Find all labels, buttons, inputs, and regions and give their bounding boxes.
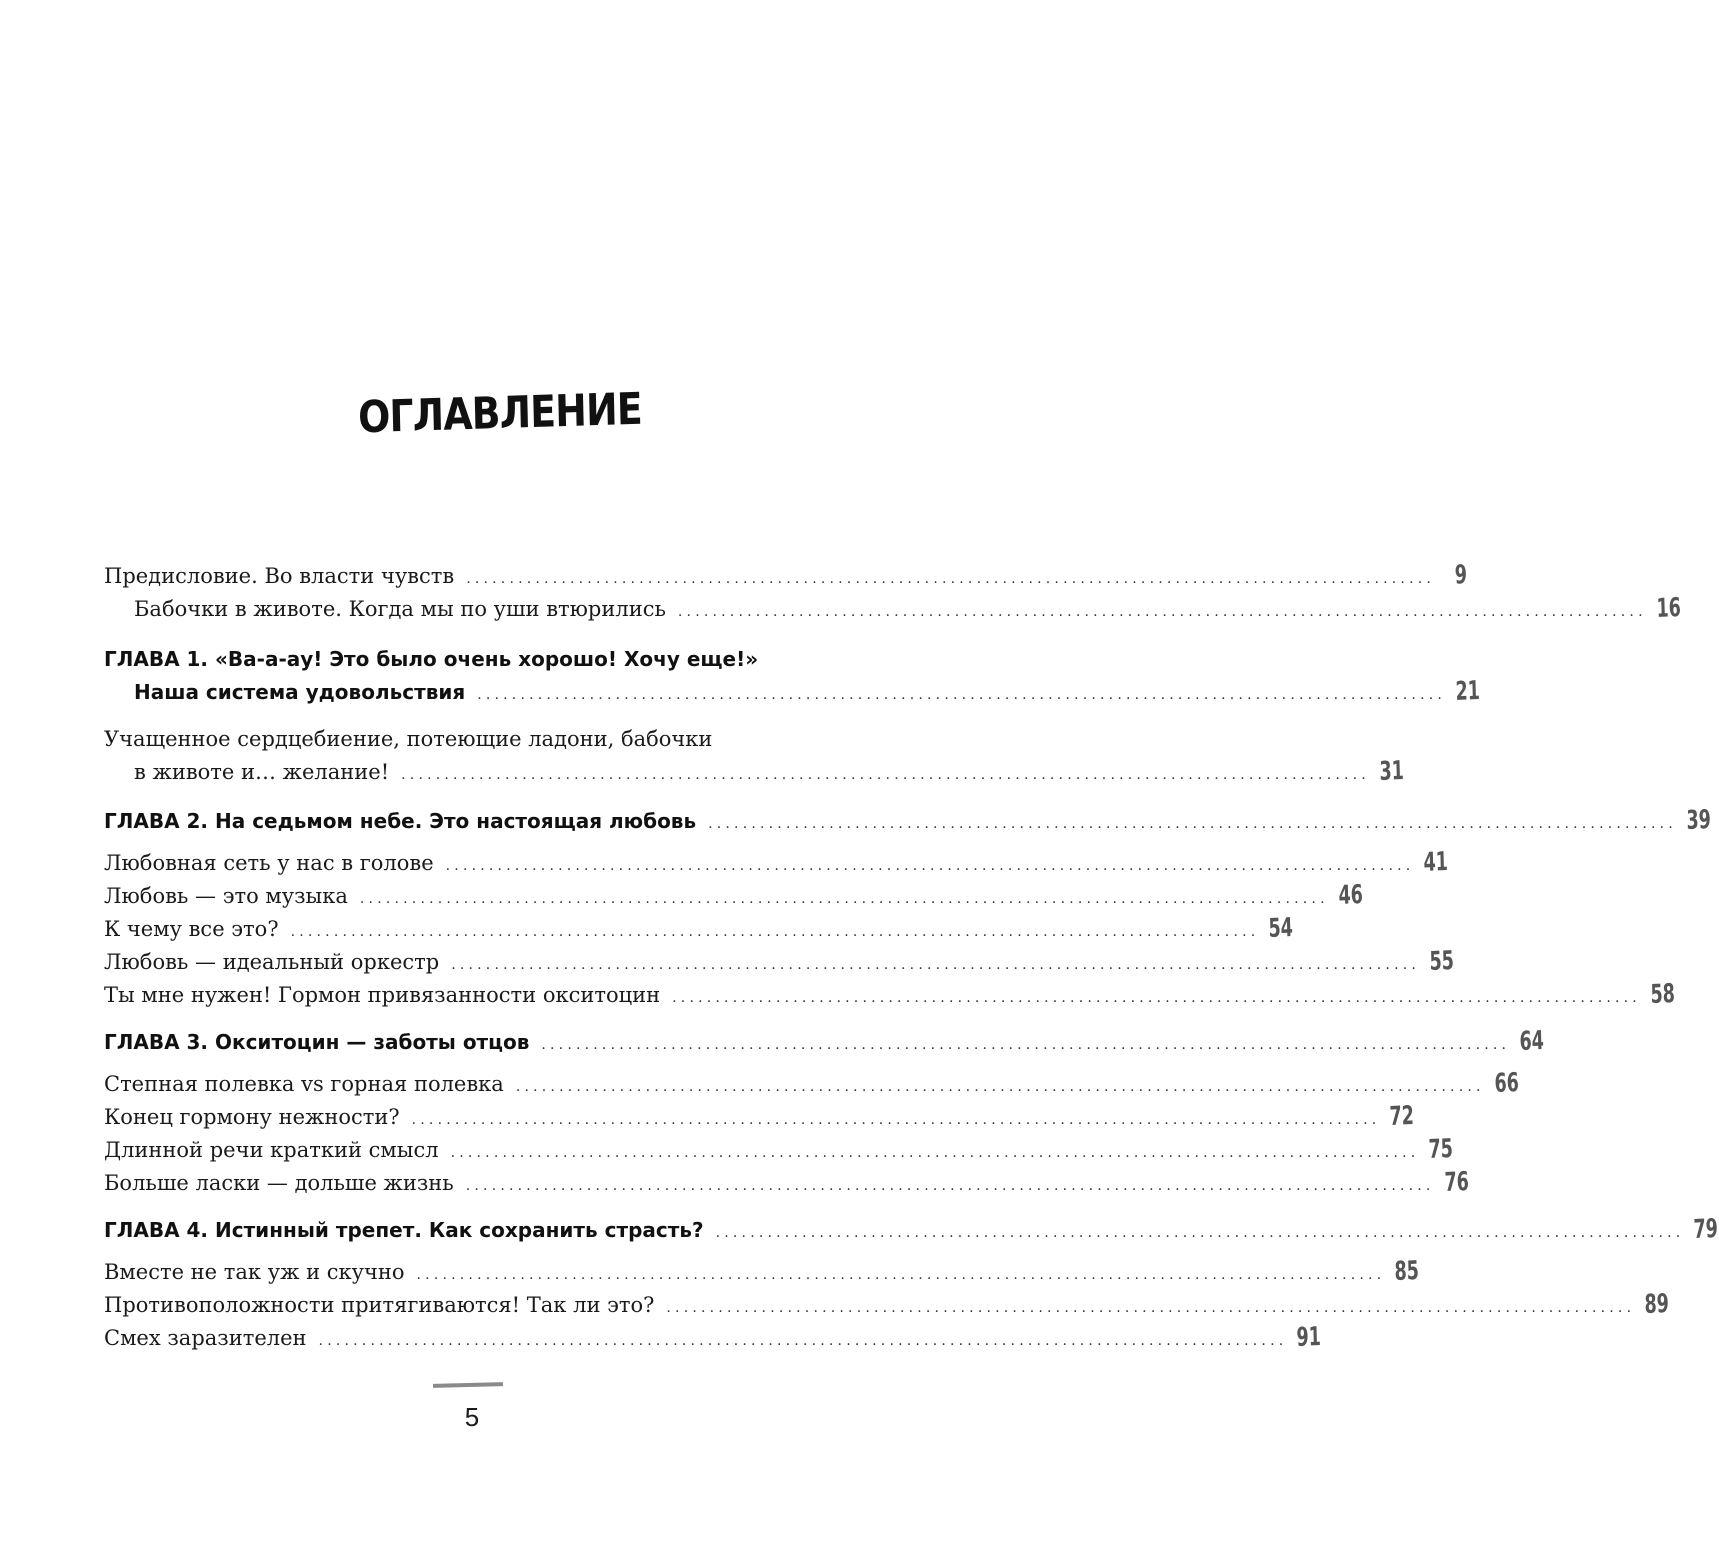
dot-leader: ................................................................................................................ (672, 990, 1641, 1006)
toc-entry-preface[interactable] (104, 560, 1468, 593)
toc-entry-title: Ты мне нужен! Гормон привязанности окситоцин (104, 983, 661, 1007)
dot-leader: ................................................................................................................ (465, 1178, 1435, 1194)
table-of-contents (104, 560, 1719, 1355)
toc-entry-page: 16 (1655, 592, 1682, 625)
dot-leader: ................................................................................................................ (450, 1145, 1420, 1161)
toc-entry-end-of-hormone[interactable] (104, 1100, 1415, 1134)
toc-entry-title: Любовь — это музыка (104, 884, 348, 908)
toc-entry-page: 75 (1428, 1133, 1454, 1166)
dot-leader: ................................................................................................................ (451, 957, 1421, 973)
toc-entry-opposites[interactable] (104, 1288, 1670, 1322)
toc-entry-page: 72 (1389, 1100, 1415, 1133)
toc-entry-page: 21 (1455, 675, 1481, 708)
page-title: ОГЛАВЛЕНИЕ (357, 383, 643, 444)
dot-leader: ................................................................................................................ (666, 1300, 1636, 1316)
toc-entry-page: 79 (1693, 1213, 1719, 1246)
toc-entry-voles[interactable] (104, 1067, 1519, 1101)
toc-entry-title: Предисловие. Во власти чувств (104, 564, 455, 588)
toc-entry-what-for[interactable] (104, 912, 1294, 946)
toc-entry-heartbeat[interactable] (104, 722, 1405, 789)
dot-leader: ................................................................................................................ (515, 1079, 1485, 1095)
toc-entry-page: 58 (1650, 978, 1676, 1011)
toc-entry-laughter[interactable] (104, 1321, 1322, 1355)
dot-leader: ................................................................................................................ (416, 1267, 1386, 1283)
dot-leader: ................................................................................................................ (411, 1112, 1381, 1128)
toc-entry-love-network[interactable] (104, 846, 1449, 880)
dot-leader: ................................................................................................................ (401, 767, 1370, 783)
toc-entry-love-music[interactable] (104, 879, 1364, 913)
toc-chapter-title: ГЛАВА 1. «Ва-а-ау! Это было очень хорошо! Хочу еще!» (104, 647, 759, 671)
dot-leader: ................................................................................................................ (318, 1333, 1288, 1349)
toc-entry-title: Любовь — идеальный оркестр (104, 950, 440, 974)
toc-chapter-3[interactable] (104, 1025, 1545, 1060)
page-number: 5 (464, 1402, 480, 1432)
toc-entry-page: 55 (1429, 945, 1455, 978)
toc-entry-page: 9 (1454, 560, 1468, 591)
toc-chapter-2[interactable] (104, 804, 1712, 839)
dot-leader: ................................................................................................................ (477, 687, 1447, 703)
dot-leader: ................................................................................................................ (359, 891, 1329, 907)
dot-leader: ................................................................................................................ (715, 1225, 1685, 1241)
toc-entry-page: 66 (1493, 1067, 1519, 1100)
toc-entry-page: 64 (1519, 1025, 1545, 1058)
toc-entry-longer-life[interactable] (104, 1166, 1469, 1200)
toc-entry-title: Учащенное сердцебиение, потеющие ладони, бабочки (104, 727, 713, 751)
toc-chapter-title: ГЛАВА 4. Истинный трепет. Как сохранить страсть? (104, 1218, 704, 1242)
toc-entry-page: 39 (1686, 804, 1712, 837)
toc-entry-page: 41 (1423, 846, 1449, 879)
dot-leader: ................................................................................................................ (466, 571, 1436, 587)
toc-entry-page: 46 (1337, 879, 1364, 912)
toc-entry-title: Вместе не так уж и скучно (104, 1260, 405, 1284)
toc-entry-title: Степная полевка vs горная полевка (104, 1072, 504, 1096)
dot-leader: ................................................................................................................ (541, 1037, 1511, 1053)
toc-entry-page: 31 (1379, 755, 1405, 788)
toc-entry-orchestra[interactable] (104, 945, 1455, 979)
toc-entry-title-cont: в животе и… желание! (134, 760, 390, 784)
footer-rule (433, 1382, 503, 1388)
toc-entry-title: Бабочки в животе. Когда мы по уши втюрились (134, 597, 666, 621)
toc-entry-summary[interactable] (104, 1133, 1454, 1167)
toc-chapter-title: ГЛАВА 2. На седьмом небе. Это настоящая любовь (104, 809, 697, 833)
dot-leader: ................................................................................................................ (708, 816, 1677, 832)
toc-entry-page: 91 (1296, 1321, 1322, 1354)
toc-entry-title: Конец гормону нежности? (104, 1105, 400, 1129)
toc-chapter-title: ГЛАВА 3. Окситоцин — заботы отцов (104, 1030, 530, 1054)
toc-entry-page: 85 (1394, 1255, 1420, 1288)
toc-entry-title: Любовная сеть у нас в голове (104, 851, 434, 875)
toc-chapter-subtitle: Наша система удовольствия (134, 680, 466, 704)
toc-chapter-1[interactable] (104, 642, 1481, 710)
toc-entry-title: Длинной речи краткий смысл (104, 1138, 439, 1162)
toc-entry-page: 76 (1443, 1166, 1469, 1199)
toc-entry-oxytocin[interactable] (104, 978, 1676, 1012)
toc-entry-title: К чему все это? (104, 917, 279, 941)
toc-entry-together[interactable] (104, 1255, 1420, 1289)
dot-leader: ................................................................................................................ (290, 924, 1260, 940)
toc-entry-page: 54 (1268, 912, 1294, 945)
dot-leader: ................................................................................................................ (445, 858, 1415, 874)
toc-entry-page: 89 (1644, 1288, 1670, 1321)
dot-leader: ................................................................................................................ (677, 604, 1647, 620)
toc-entry-title: Больше ласки — дольше жизнь (104, 1171, 454, 1195)
toc-entry-butterflies[interactable] (104, 592, 1682, 626)
toc-chapter-4[interactable] (104, 1213, 1719, 1248)
toc-entry-title: Смех заразителен (104, 1326, 307, 1350)
toc-entry-title: Противоположности притягиваются! Так ли это? (104, 1293, 655, 1317)
